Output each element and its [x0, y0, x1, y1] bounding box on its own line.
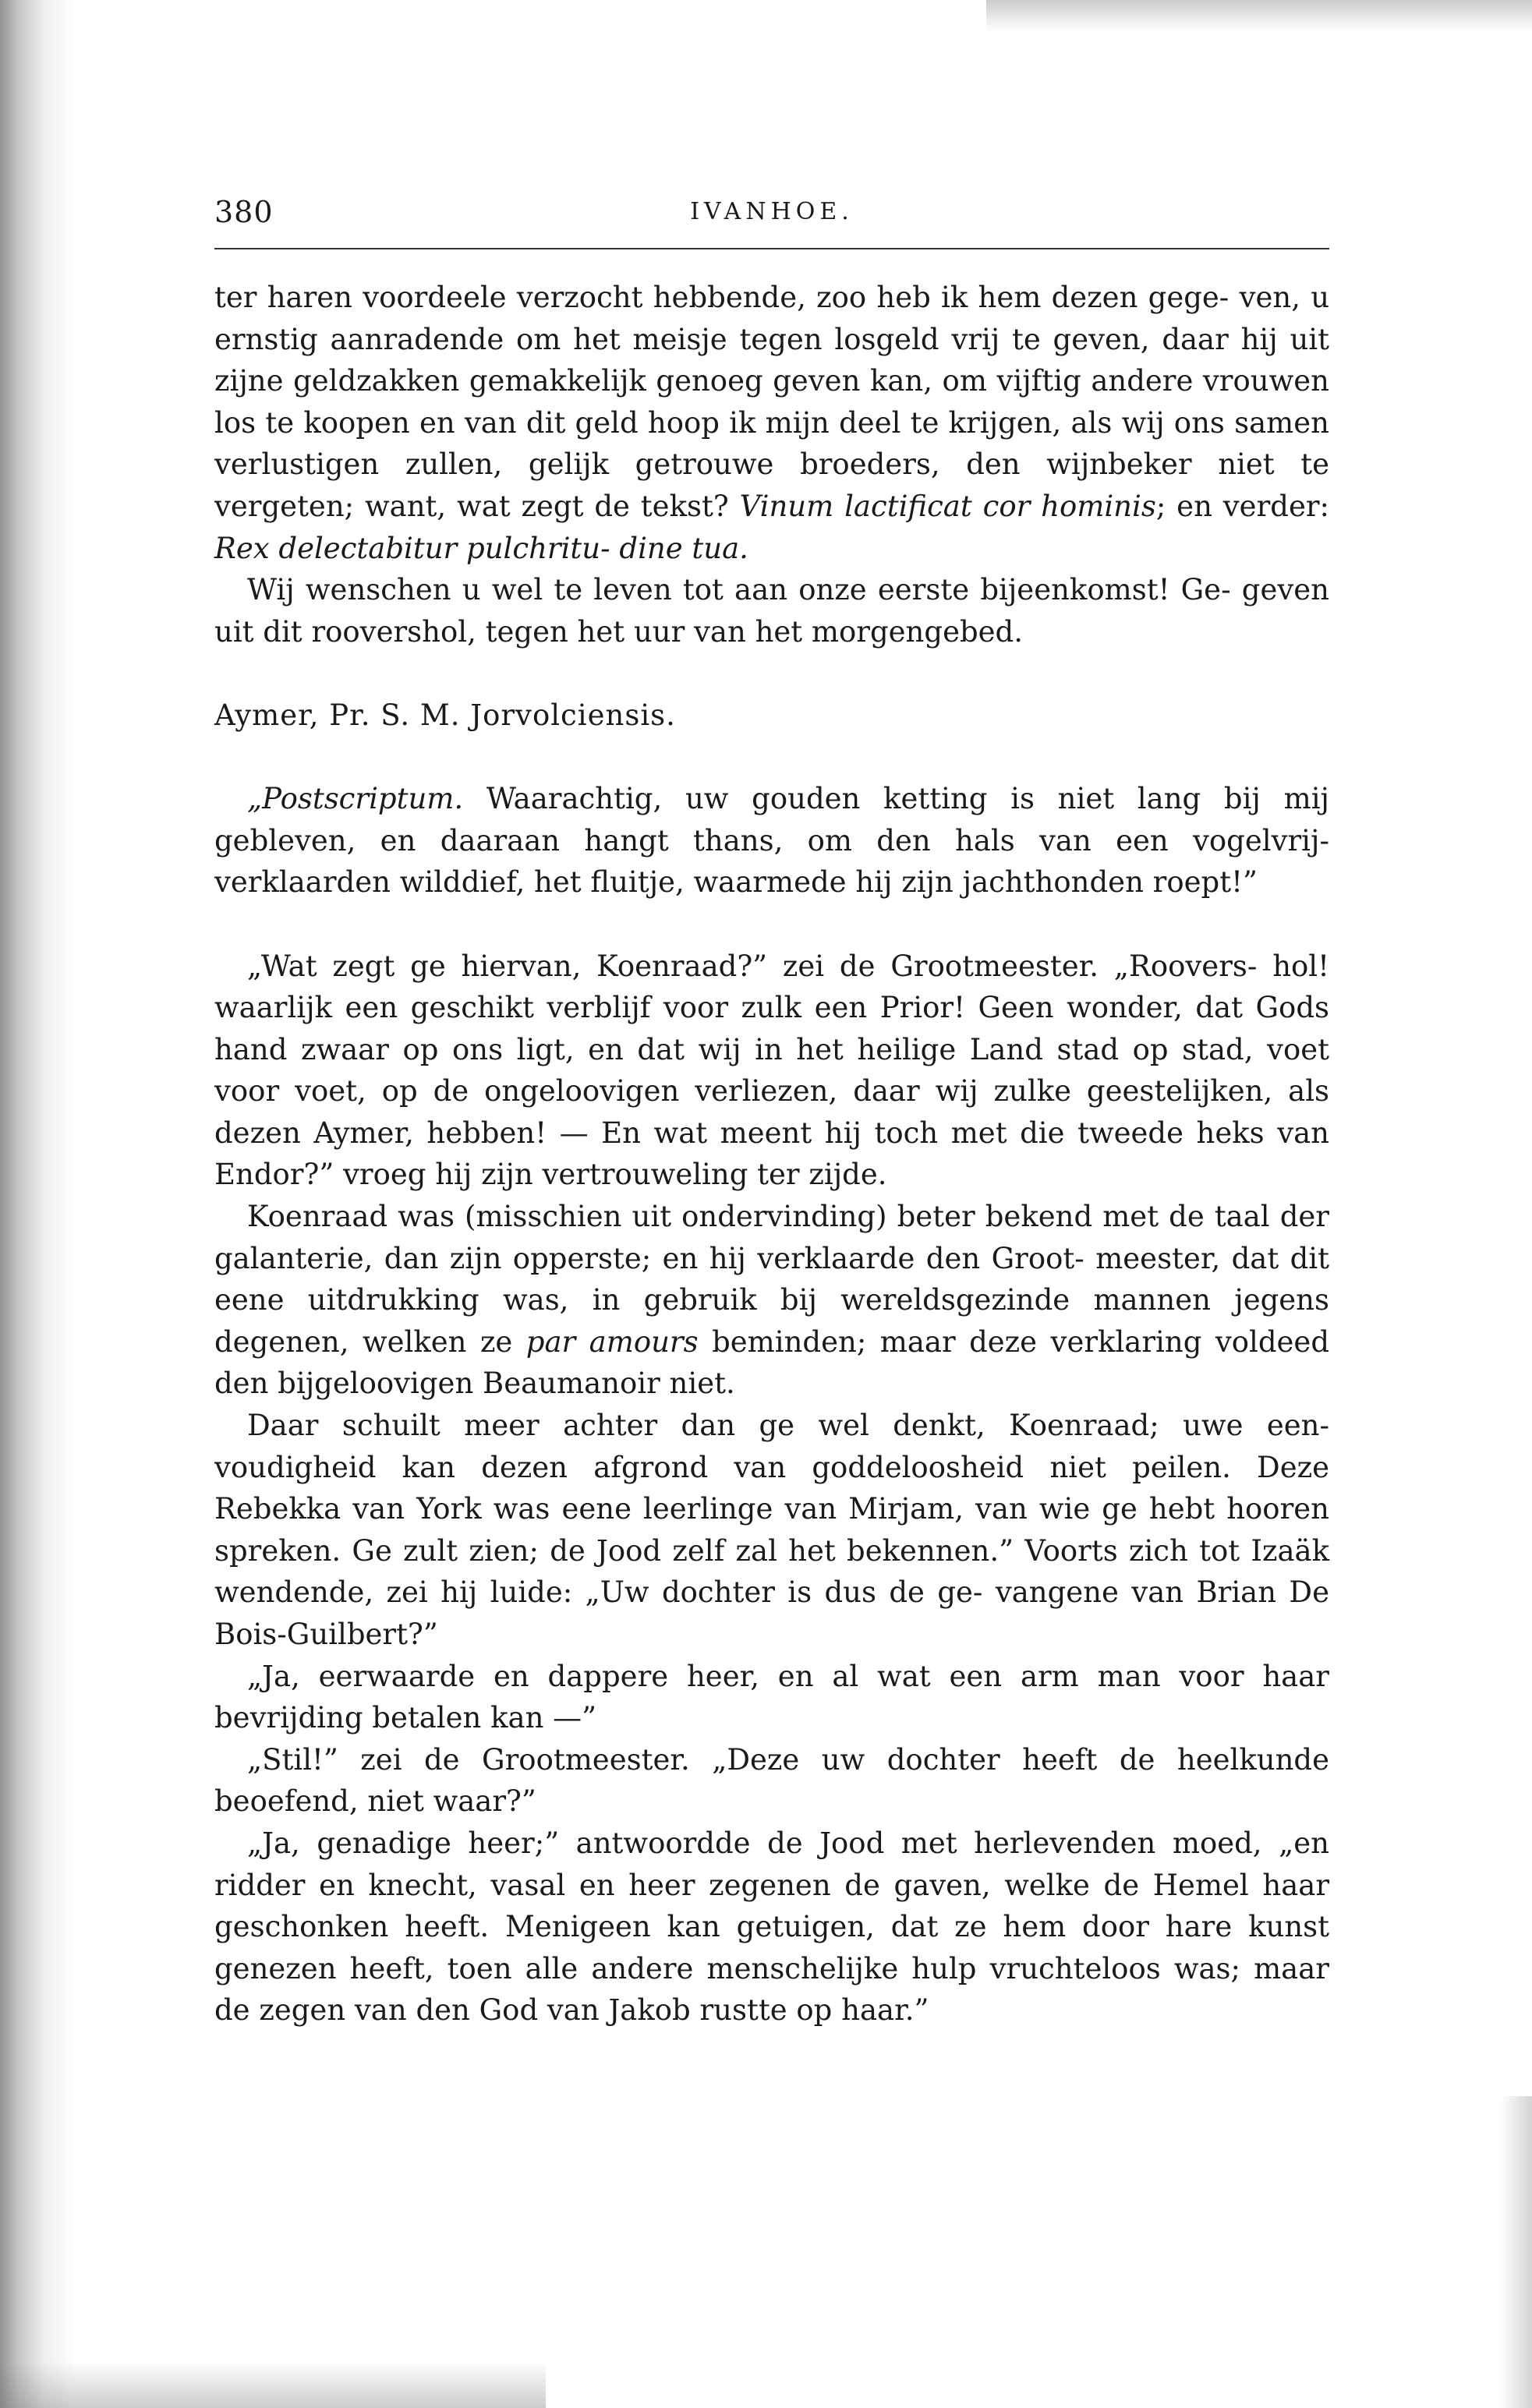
text-line: vangene van Brian De Bois-Guilbert?” [214, 1575, 1329, 1651]
text-line: andere vrouwen los te koopen en van dit geld hoop ik mijn deel [214, 364, 1329, 440]
postscript-label: „Postscriptum. [247, 782, 464, 816]
paragraph [214, 1739, 1329, 1823]
paragraph [214, 277, 1329, 569]
scan-edge-top [986, 0, 1532, 31]
text-line: „en ridder en knecht, vasal en heer zegenen de gaven, welke de [214, 1826, 1329, 1902]
latin-quote: Rex delectabitur pulchritu- [214, 531, 610, 565]
text-line: met die tweede heks van Endor?” vroeg hij zijn vertrouweling ter [214, 1116, 1329, 1192]
paragraph [214, 1405, 1329, 1656]
scan-edge-bottom [0, 2361, 546, 2408]
text-line: Daar schuilt meer achter dan ge wel denkt, Koenraad; uwe een- [247, 1409, 1329, 1443]
text-line: zijde. [808, 1158, 887, 1192]
text-line: hooren spreken. Ge zult zien; de Jood zelf zal het bekennen.” Voorts [214, 1492, 1329, 1568]
text-line: beoefend, niet waar?” [214, 1784, 536, 1819]
text-line: Koenraad was (misschien uit ondervinding) beter bekend met de [247, 1200, 1205, 1234]
text-line: ven, u ernstig aanradende om het meisje tegen losgeld vrij te geven, [214, 281, 1330, 356]
text-line: zulke geestelijken, als dezen Aymer, hebben! — En wat meent hij toch [214, 1074, 1330, 1150]
page-header [214, 187, 1329, 249]
text-line: Wij wenschen u wel te leven tot aan onze eerste bijeenkomst! Ge- [247, 573, 1231, 607]
paragraph [214, 1196, 1329, 1405]
text-line: Waarachtig, uw gouden ketting is niet lang bij mij [463, 782, 1329, 816]
text-line: meester, dat dit eene uitdrukking was, in gebruik bij wereldsgezinde [214, 1241, 1330, 1317]
paragraph [214, 1823, 1329, 2031]
postscript-paragraph [214, 778, 1329, 903]
header-rule [214, 248, 1329, 249]
text-line: gebleven, en daaraan hangt thans, om den hals van een vogelvrij- [214, 823, 1329, 857]
running-title: IVANHOE. [690, 198, 854, 225]
latin-quote: Vinum lactificat cor hominis [739, 489, 1156, 523]
page-number: 380 [214, 195, 274, 229]
text-line: mannen jegens degenen, welken ze [214, 1283, 1329, 1359]
text-line: „Stil!” zei de Grootmeester. „Deze uw dochter heeft de heelkunde [247, 1742, 1329, 1777]
scan-edge-left [0, 0, 74, 2408]
text-line: zich tot Izaäk wendende, zei hij luide: „Uw dochter is dus de ge- [214, 1533, 1330, 1610]
page-body [214, 277, 1329, 2031]
text-line: Hemel haar geschonken heeft. Menigeen kan getuigen, dat ze hem [214, 1868, 1330, 1944]
text-line: „Wat zegt ge hiervan, Koenraad?” zei de Grootmeester. „Roovers- [247, 949, 1258, 983]
text-line: taal der galanterie, dan zijn opperste; en hij verklaarde den Groot- [214, 1200, 1329, 1275]
letter-signature: Aymer, Pr. S. M. Jorvolciensis. [214, 698, 676, 732]
text-line: vruchteloos was; maar de zegen van den God van Jakob rustte op [214, 1951, 1329, 2028]
text-line: te krijgen, als wij ons samen verlustigen zullen, gelijk getrouwe [214, 405, 1329, 482]
text-fragment: ; en verder: [1155, 489, 1330, 523]
text-line: verklaarden wilddief, het fluitje, waarmede hij zijn jachthonden roept!” [214, 865, 1258, 900]
text-line: ter haren voordeele verzocht hebbende, zoo heb ik hem dezen gege- [214, 281, 1229, 314]
text-line: dat Gods hand zwaar op ons ligt, en dat wij in het heilige Land [214, 991, 1329, 1066]
text-line: voudigheid kan dezen afgrond van goddeloosheid niet peilen. Deze [214, 1450, 1329, 1484]
latin-quote: dine tua. [619, 531, 748, 565]
text-line: hol! waarlijk een geschikt verblijf voor zulk een Prior! Geen wonder, [214, 949, 1330, 1025]
text-line: beminden; maar deze [698, 1324, 1038, 1359]
paragraph [214, 569, 1329, 652]
text-line: haar.” [841, 1993, 929, 2028]
text-line: daar hij uit zijne geldzakken gemakkelijk genoeg geven kan, om vijftig [214, 322, 1330, 398]
text-line: Rebekka van York was eene leerlinge van Mirjam, van wie ge hebt [214, 1492, 1215, 1526]
text-line: „Ja, eerwaarde en dappere heer, en al wat een arm man voor haar [247, 1659, 1329, 1693]
scan-edge-right [1501, 2096, 1532, 2408]
paragraph [214, 946, 1329, 1197]
text-line: geven uit dit roovershol, tegen het uur van het morgengebed. [214, 573, 1330, 649]
text-line: stad op stad, voet voor voet, op de ongeloovigen verliezen, daar wij [214, 1032, 1329, 1109]
text-line: bevrijding betalen kan —” [214, 1701, 597, 1735]
text-line: „Ja, genadige heer;” antwoordde de Jood met herlevenden moed, [247, 1826, 1262, 1860]
text-line: door hare kunst genezen heeft, toen alle andere menschelijke hulp [214, 1910, 1330, 1985]
paragraph [214, 1656, 1329, 1739]
text-line: broeders, den wijnbeker niet te vergeten; want, wat zegt de tekst? [214, 447, 1329, 523]
text-line: verklaring voldeed den bijgeloovigen Beaumanoir niet. [214, 1324, 1330, 1401]
italic-phrase: par amours [525, 1324, 699, 1359]
